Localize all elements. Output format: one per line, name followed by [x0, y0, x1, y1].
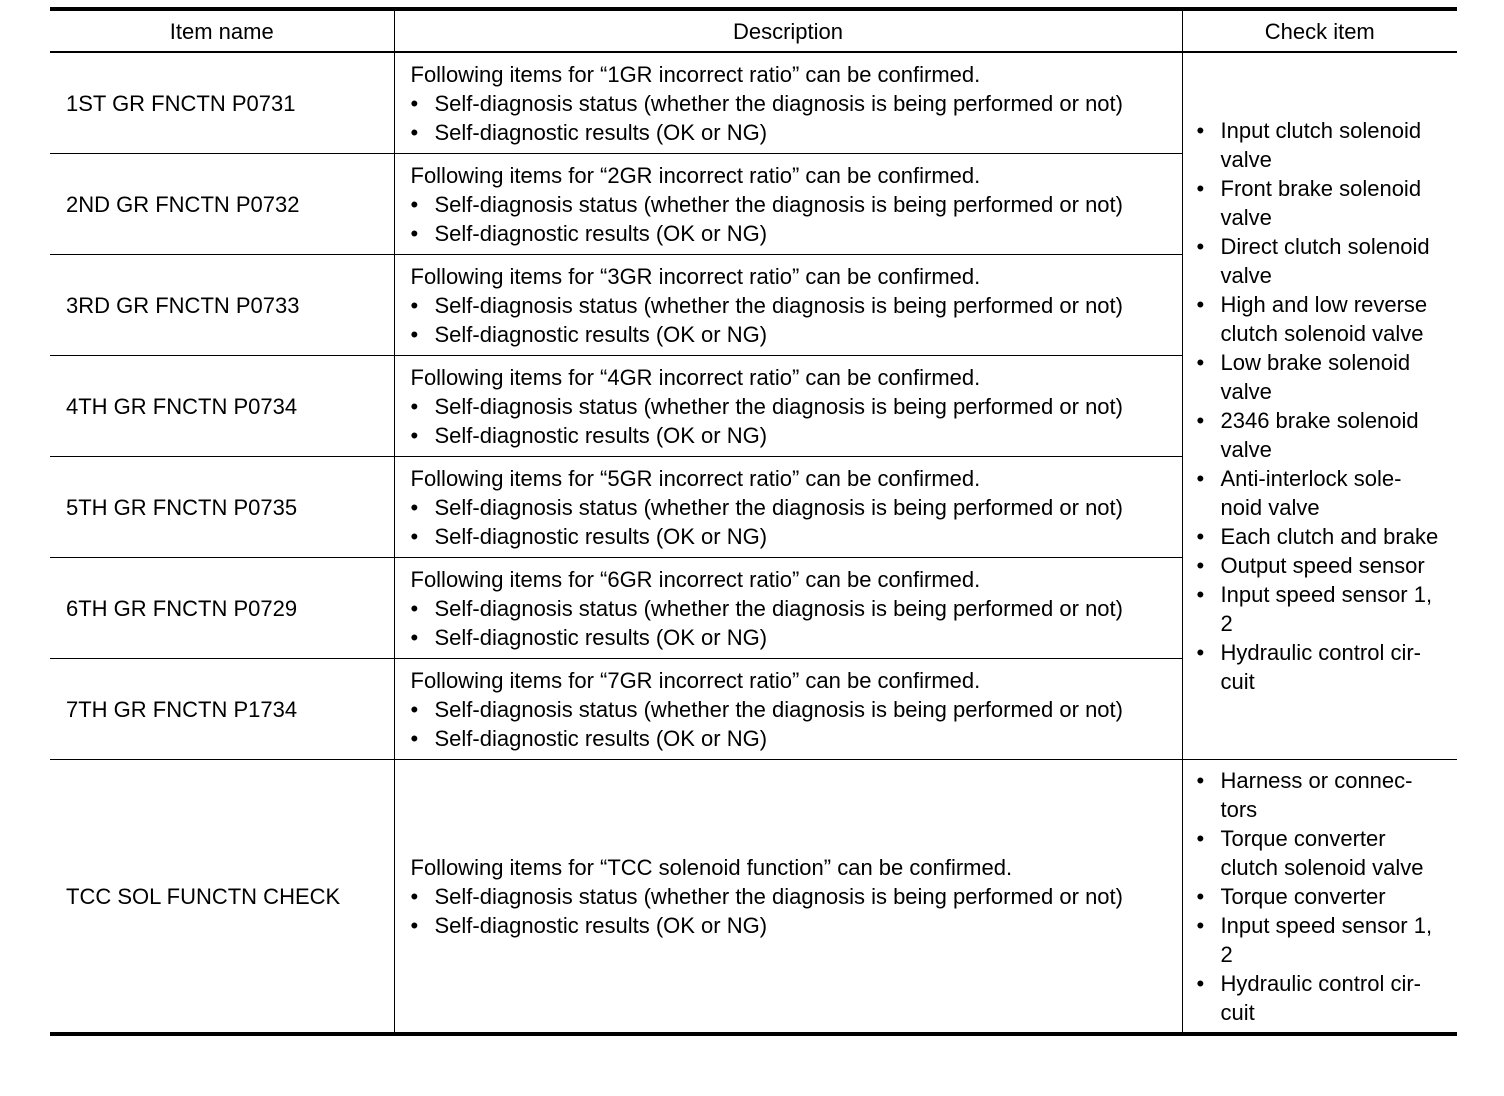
description-lead: Following items for “4GR incorrect ratio” can be confirmed.: [410, 364, 981, 390]
bullet-icon: •: [1196, 292, 1205, 317]
bullet-icon: •: [1196, 118, 1205, 143]
list-item: [1197, 580, 1454, 638]
description-bullets-list: [411, 392, 1182, 450]
list-item: [1197, 464, 1454, 522]
check-item-cell: [1182, 760, 1457, 1035]
bullet-icon: •: [1196, 408, 1205, 433]
list-item-text: Self-diagnosis status (whether the diagnosis is being performed or not): [434, 883, 1123, 909]
list-item-text: noid valve: [1220, 495, 1320, 520]
list-item: [411, 291, 1182, 320]
description-cell: [394, 52, 1182, 154]
description-bullets-list: [411, 89, 1182, 147]
list-item-text: valve: [1220, 263, 1272, 288]
description-bullets-list: [411, 882, 1182, 940]
description-cell: [394, 760, 1182, 1035]
bullet-icon: •: [410, 220, 419, 246]
list-item-text: Hydraulic control cir-: [1220, 970, 1421, 996]
item-name-cell: 2ND GR FNCTN P0732: [50, 154, 394, 255]
bullet-icon: •: [1196, 640, 1205, 665]
list-item-text: Input speed sensor 1,: [1220, 912, 1433, 938]
bullet-icon: •: [410, 292, 419, 318]
list-item-text: Self-diagnostic results (OK or NG): [434, 725, 768, 751]
list-item: [411, 594, 1182, 623]
list-item: [411, 89, 1182, 118]
description-lead: Following items for “1GR incorrect ratio” can be confirmed.: [410, 61, 981, 87]
header-check-item: Check item: [1182, 9, 1457, 52]
list-item-text: Front brake solenoid: [1220, 176, 1422, 201]
list-item-text: Self-diagnosis status (whether the diagnosis is being performed or not): [434, 696, 1123, 722]
list-item: [1197, 969, 1454, 1027]
bullet-icon: •: [410, 912, 419, 938]
bullet-icon: •: [1196, 912, 1205, 938]
list-item-text: cuit: [1220, 669, 1255, 694]
list-item: [1197, 406, 1454, 464]
table-row: [50, 52, 1457, 154]
list-item: [411, 882, 1182, 911]
bullet-icon: •: [410, 523, 419, 549]
check-items-list: [1197, 766, 1454, 1027]
bullet-icon: •: [1196, 176, 1205, 201]
list-item: [1197, 290, 1454, 348]
bullet-icon: •: [410, 422, 419, 448]
list-item: [411, 219, 1182, 248]
description-bullets-list: [411, 190, 1182, 248]
list-item: [411, 421, 1182, 450]
check-items-list: [1197, 116, 1454, 696]
bullet-icon: •: [410, 90, 419, 116]
list-item-text: Self-diagnostic results (OK or NG): [434, 624, 768, 650]
description-cell: [394, 154, 1182, 255]
list-item-text: valve: [1220, 437, 1272, 462]
list-item-text: Each clutch and brake: [1220, 524, 1439, 549]
bullet-icon: •: [410, 883, 419, 909]
list-item: [411, 392, 1182, 421]
list-item-text: Self-diagnostic results (OK or NG): [434, 220, 768, 246]
bullet-icon: •: [1196, 466, 1205, 491]
bullet-icon: •: [1196, 767, 1205, 793]
list-item: [411, 724, 1182, 753]
item-name-cell: 6TH GR FNCTN P0729: [50, 558, 394, 659]
bullet-icon: •: [410, 595, 419, 621]
list-item: [411, 522, 1182, 551]
list-item-text: Input clutch solenoid: [1220, 118, 1422, 143]
bullet-icon: •: [1196, 883, 1205, 909]
list-item: [411, 118, 1182, 147]
description-lead: Following items for “3GR incorrect ratio” can be confirmed.: [410, 263, 981, 289]
list-item: [1197, 824, 1454, 882]
list-item-text: Self-diagnostic results (OK or NG): [434, 119, 768, 145]
header-item-name: Item name: [50, 9, 394, 52]
description-bullets-list: [411, 291, 1182, 349]
bullet-icon: •: [410, 321, 419, 347]
bullet-icon: •: [410, 494, 419, 520]
list-item: [411, 190, 1182, 219]
list-item-text: cuit: [1220, 999, 1255, 1025]
bullet-icon: •: [410, 393, 419, 419]
list-item-text: Self-diagnosis status (whether the diagnosis is being performed or not): [434, 90, 1123, 116]
bullet-icon: •: [410, 696, 419, 722]
list-item-text: valve: [1220, 379, 1272, 404]
bullet-icon: •: [410, 119, 419, 145]
description-lead: Following items for “5GR incorrect ratio” can be confirmed.: [410, 465, 981, 491]
item-name-cell: 4TH GR FNCTN P0734: [50, 356, 394, 457]
description-bullets-list: [411, 594, 1182, 652]
table-row: [50, 760, 1457, 1035]
list-item-text: Low brake solenoid: [1220, 350, 1411, 375]
list-item-text: 2: [1220, 941, 1233, 967]
list-item: [1197, 174, 1454, 232]
list-item-text: valve: [1220, 147, 1272, 172]
list-item-text: Hydraulic control cir-: [1220, 640, 1421, 665]
list-item: [411, 623, 1182, 652]
list-item-text: Torque converter: [1220, 883, 1386, 909]
list-item-text: Direct clutch solenoid: [1220, 234, 1430, 259]
list-item-text: Anti-interlock sole-: [1220, 466, 1402, 491]
list-item-text: tors: [1220, 796, 1258, 822]
item-name-cell: 5TH GR FNCTN P0735: [50, 457, 394, 558]
header-description: Description: [394, 9, 1182, 52]
list-item-text: Output speed sensor: [1220, 553, 1425, 578]
list-item: [1197, 522, 1454, 551]
description-lead: Following items for “7GR incorrect ratio” can be confirmed.: [410, 667, 981, 693]
description-cell: [394, 457, 1182, 558]
list-item-text: Harness or connec-: [1220, 767, 1413, 793]
item-name-cell: TCC SOL FUNCTN CHECK: [50, 760, 394, 1035]
description-cell: [394, 659, 1182, 760]
item-name-cell: 7TH GR FNCTN P1734: [50, 659, 394, 760]
list-item: [1197, 232, 1454, 290]
list-item: [411, 911, 1182, 940]
list-item: [411, 695, 1182, 724]
list-item-text: Self-diagnostic results (OK or NG): [434, 321, 768, 347]
description-cell: [394, 356, 1182, 457]
list-item-text: Input speed sensor 1,: [1220, 582, 1433, 607]
list-item: [1197, 911, 1454, 969]
list-item-text: Self-diagnosis status (whether the diagnosis is being performed or not): [434, 292, 1123, 318]
list-item-text: High and low reverse: [1220, 292, 1428, 317]
list-item: [411, 493, 1182, 522]
list-item-text: Self-diagnostic results (OK or NG): [434, 523, 768, 549]
list-item-text: Self-diagnosis status (whether the diagnosis is being performed or not): [434, 595, 1123, 621]
list-item-text: Self-diagnostic results (OK or NG): [434, 422, 768, 448]
list-item: [1197, 638, 1454, 696]
list-item: [1197, 551, 1454, 580]
list-item-text: valve: [1220, 205, 1272, 230]
document-page: [50, 7, 1457, 1036]
list-item: [411, 320, 1182, 349]
bullet-icon: •: [410, 725, 419, 751]
bullet-icon: •: [1196, 825, 1205, 851]
item-name-cell: 1ST GR FNCTN P0731: [50, 52, 394, 154]
list-item-text: Self-diagnostic results (OK or NG): [434, 912, 768, 938]
description-lead: Following items for “2GR incorrect ratio” can be confirmed.: [410, 162, 981, 188]
list-item: [1197, 882, 1454, 911]
item-name-cell: 3RD GR FNCTN P0733: [50, 255, 394, 356]
list-item-text: Self-diagnosis status (whether the diagnosis is being performed or not): [434, 191, 1123, 217]
diagnosis-items-table: [50, 7, 1457, 1036]
bullet-icon: •: [1196, 582, 1205, 607]
list-item: [1197, 348, 1454, 406]
bullet-icon: •: [1196, 970, 1205, 996]
list-item-text: clutch solenoid valve: [1220, 321, 1424, 346]
list-item-text: Torque converter: [1220, 825, 1386, 851]
list-item-text: Self-diagnosis status (whether the diagnosis is being performed or not): [434, 494, 1123, 520]
list-item-text: clutch solenoid valve: [1220, 854, 1424, 880]
bullet-icon: •: [1196, 524, 1205, 549]
bullet-icon: •: [1196, 553, 1205, 578]
list-item: [1197, 766, 1454, 824]
description-bullets-list: [411, 695, 1182, 753]
list-item: [1197, 116, 1454, 174]
bullet-icon: •: [410, 191, 419, 217]
list-item-text: 2: [1220, 611, 1233, 636]
description-cell: [394, 255, 1182, 356]
list-item-text: Self-diagnosis status (whether the diagnosis is being performed or not): [434, 393, 1123, 419]
list-item-text: 2346 brake solenoid: [1220, 408, 1419, 433]
description-bullets-list: [411, 493, 1182, 551]
description-cell: [394, 558, 1182, 659]
description-lead: Following items for “TCC solenoid function” can be confirmed.: [410, 854, 1013, 880]
description-lead: Following items for “6GR incorrect ratio” can be confirmed.: [410, 566, 981, 592]
check-item-cell: [1182, 52, 1457, 760]
table-header-row: [50, 9, 1457, 52]
bullet-icon: •: [1196, 350, 1205, 375]
bullet-icon: •: [1196, 234, 1205, 259]
bullet-icon: •: [410, 624, 419, 650]
